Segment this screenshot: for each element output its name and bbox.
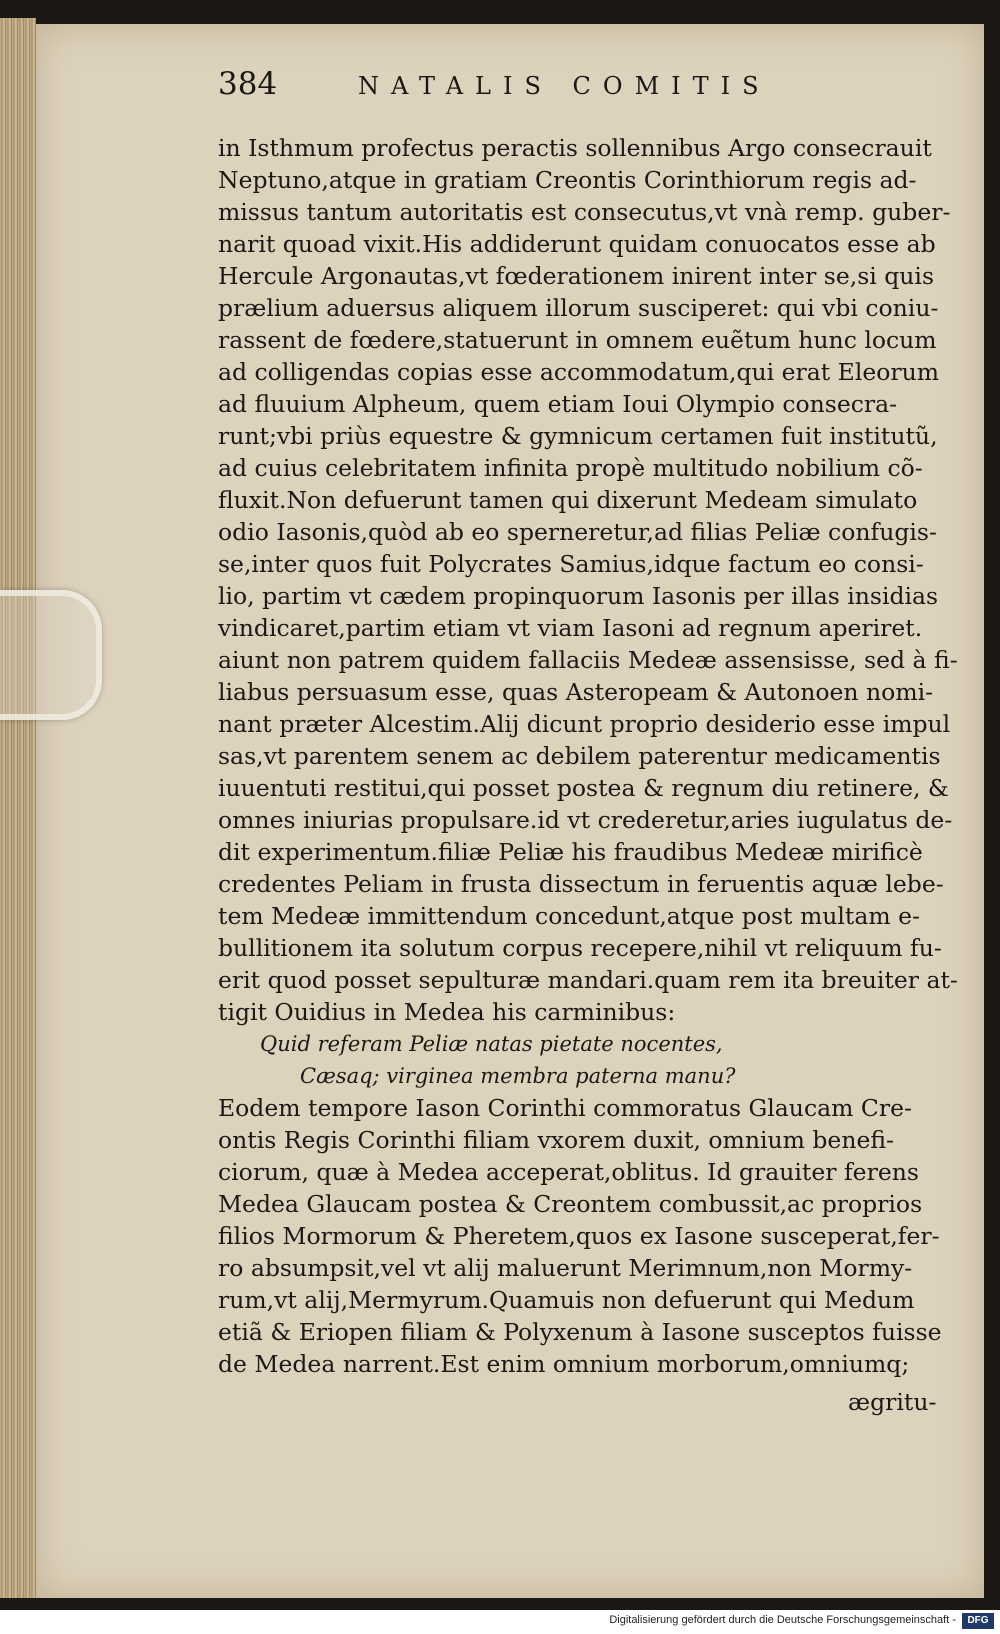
- text-line: odio Iasonis,quòd ab eo sperneretur,ad filias Peliæ confugis-: [218, 518, 937, 546]
- running-head: NATALIS COMITIS: [358, 72, 771, 100]
- footer-bar: [0, 1610, 1000, 1634]
- text-line: narit quoad vixit.His addiderunt quidam conuocatos esse ab: [218, 230, 936, 258]
- text-line: erit quod posset sepulturæ mandari.quam rem ita breuiter at-: [218, 966, 958, 994]
- text-line: missus tantum autoritatis est consecutus,vt vnà remp. guber-: [218, 198, 951, 226]
- text-line: aiunt non patrem quidem fallaciis Medeæ assensisse, sed à fi-: [218, 646, 958, 674]
- page-clip: [0, 590, 102, 720]
- text-line: ad fluuium Alpheum, quem etiam Ioui Olympio consecra-: [218, 390, 898, 418]
- body-paragraph-2: [218, 1092, 942, 1380]
- text-line: de Medea narrent.Est enim omnium morborum,omniumq;: [218, 1350, 910, 1378]
- text-line: ad colligendas copias esse accommodatum,qui erat Eleorum: [218, 358, 940, 386]
- text-line: in Isthmum profectus peractis sollennibus Argo consecrauit: [218, 134, 932, 162]
- text-line: prælium aduersus aliquem illorum susciperet: qui vbi coniu-: [218, 294, 939, 322]
- text-line: fluxit.Non defuerunt tamen qui dixerunt Medeam simulato: [218, 486, 918, 514]
- book-page-edges: [0, 18, 36, 1598]
- text-line: tigit Ouidius in Medea his carminibus:: [218, 998, 676, 1026]
- text-line: Neptuno,atque in gratiam Creontis Corinthiorum regis ad-: [218, 166, 917, 194]
- text-line: sas,vt parentem senem ac debilem paterentur medicamentis: [218, 742, 941, 770]
- verse-line: Quid referam Peliæ natas pietate nocentes,: [260, 1032, 723, 1056]
- text-line: Eodem tempore Iason Corinthi commoratus Glaucam Cre-: [218, 1094, 912, 1122]
- body-text: [218, 132, 958, 1380]
- text-line: etiã & Eriopen filiam & Polyxenum à Iasone susceptos fuisse: [218, 1318, 942, 1346]
- text-line: runt;vbi priùs equestre & gymnicum certamen fuit institutũ,: [218, 422, 938, 450]
- verse-quotation: [218, 1028, 938, 1092]
- text-line: tem Medeæ immittendum concedunt,atque post multam e-: [218, 902, 920, 930]
- text-line: iuuentuti restitui,qui posset postea & regnum diu retinere, &: [218, 774, 949, 802]
- text-line: ad cuius celebritatem infinita propè multitudo nobilium cõ-: [218, 454, 923, 482]
- text-line: Hercule Argonautas,vt fœderationem inirent inter se,si quis: [218, 262, 935, 290]
- text-line: lio, partim vt cædem propinquorum Iasonis per illas insidias: [218, 582, 939, 610]
- text-line: ro absumpsit,vel vt alij maluerunt Merimnum,non Mormy-: [218, 1254, 913, 1282]
- text-line: ontis Regis Corinthi filiam vxorem duxit, omnium benefi-: [218, 1126, 894, 1154]
- page-number: 384: [218, 66, 278, 102]
- text-line: vindicaret,partim etiam vt viam Iasoni ad regnum aperiret.: [218, 614, 923, 642]
- text-line: bullitionem ita solutum corpus recepere,nihil vt reliquum fu-: [218, 934, 942, 962]
- text-line: rum,vt alij,Mermyrum.Quamuis non defuerunt qui Medum: [218, 1286, 915, 1314]
- text-line: filios Mormorum & Pheretem,quos ex Iasone susceperat,fer-: [218, 1222, 940, 1250]
- text-line: liabus persuasum esse, quas Asteropeam & Autonoen nomi-: [218, 678, 934, 706]
- text-line: credentes Peliam in frusta dissectum in feruentis aquæ lebe-: [218, 870, 944, 898]
- text-line: nant præter Alcestim.Alij dicunt proprio desiderio esse impul: [218, 710, 951, 738]
- text-line: se,inter quos fuit Polycrates Samius,idque factum eo consi-: [218, 550, 924, 578]
- text-line: ciorum, quæ à Medea acceperat,oblitus. Id grauiter ferens: [218, 1158, 919, 1186]
- text-line: rassent de fœdere,statuerunt in omnem euẽtum hunc locum: [218, 326, 937, 354]
- dfg-logo-icon: DFG: [962, 1613, 994, 1629]
- catchword: ægritu-: [848, 1388, 937, 1416]
- text-line: omnes iniurias propulsare.id vt crederetur,aries iugulatus de-: [218, 806, 953, 834]
- body-paragraph-1: [218, 132, 958, 1028]
- footer-credit: Digitalisierung gefördert durch die Deutsche Forschungsgemeinschaft -: [609, 1614, 956, 1626]
- text-line: Medea Glaucam postea & Creontem combussit,ac proprios: [218, 1190, 923, 1218]
- verse-line: Cæsaq; virginea membra paterna manu?: [300, 1064, 736, 1088]
- text-line: dit experimentum.filiæ Peliæ his fraudibus Medeæ mirificè: [218, 838, 923, 866]
